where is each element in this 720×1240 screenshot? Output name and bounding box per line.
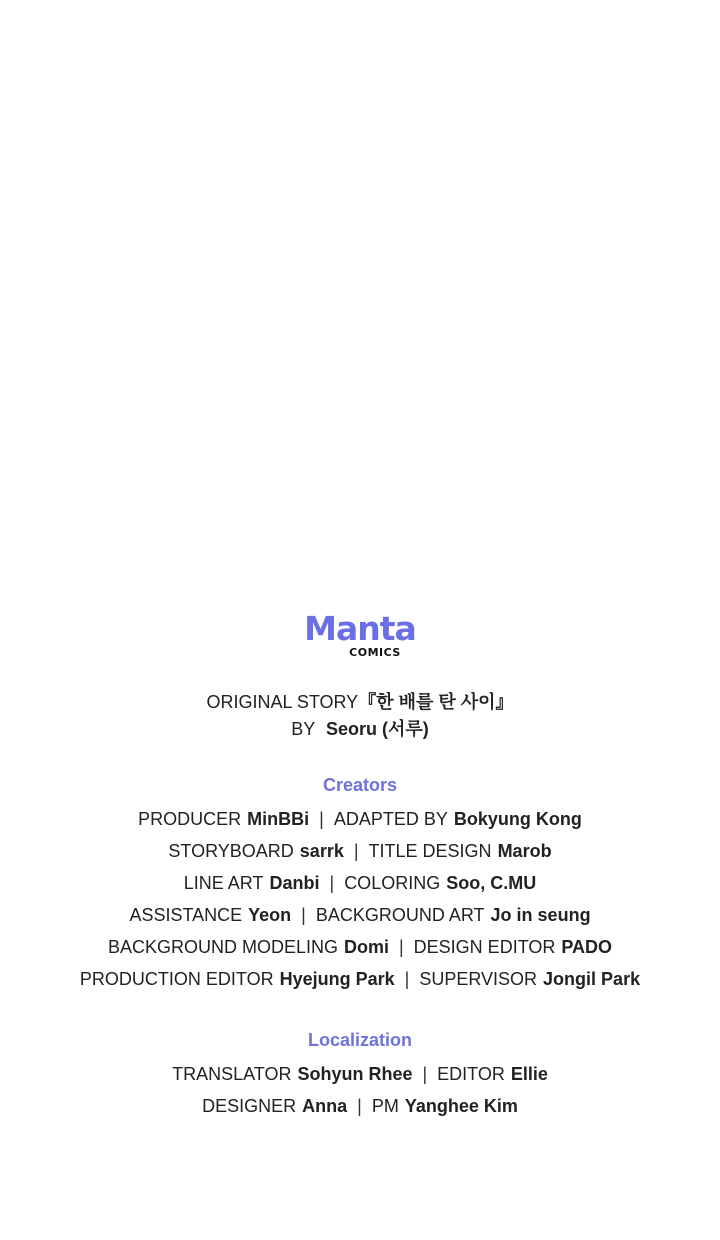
credit-role: EDITOR xyxy=(437,1064,505,1084)
separator: | xyxy=(422,1064,428,1084)
credit-role: BACKGROUND ART xyxy=(315,905,485,925)
credit-role: DESIGNER xyxy=(202,1096,297,1116)
credit-role: DESIGN EDITOR xyxy=(413,937,556,957)
credit-name: Hyejung Park xyxy=(279,969,395,989)
original-story xyxy=(0,689,720,743)
author-name: Seoru (서루) xyxy=(325,719,429,739)
credit-name: Domi xyxy=(343,937,389,957)
credit-role: TITLE DESIGN xyxy=(368,841,492,861)
localization-heading: Localization xyxy=(307,1030,412,1050)
credit-name: Sohyun Rhee xyxy=(297,1064,413,1084)
separator: | xyxy=(319,809,324,829)
credit-name: Ellie xyxy=(510,1064,548,1084)
separator: | xyxy=(398,937,404,957)
credit-name: Jo in seung xyxy=(490,905,591,925)
credit-name: Yeon xyxy=(248,905,292,925)
credit-name: sarrk xyxy=(299,841,344,861)
credit-line xyxy=(0,963,720,995)
credit-role: STORYBOARD xyxy=(168,841,294,861)
separator: | xyxy=(353,841,359,861)
credit-line xyxy=(0,931,720,963)
original-story-label: ORIGINAL STORY xyxy=(206,692,359,712)
credit-role: SUPERVISOR xyxy=(419,969,538,989)
credit-line xyxy=(0,1090,720,1122)
credit-line xyxy=(0,803,720,835)
credit-role: PM xyxy=(371,1096,399,1116)
credits-block xyxy=(0,609,720,1122)
credit-line xyxy=(0,867,720,899)
credit-name: Bokyung Kong xyxy=(453,809,582,829)
credit-name: Jongil Park xyxy=(543,969,641,989)
manta-comics-logo xyxy=(304,609,416,659)
credit-role: ASSISTANCE xyxy=(129,905,243,925)
credit-name: Marob xyxy=(497,841,552,861)
creators-list xyxy=(0,803,720,995)
creators-heading: Creators xyxy=(322,775,398,795)
separator: | xyxy=(404,969,410,989)
original-story-title: 『한 배를 탄 사이』 xyxy=(358,692,514,712)
localization-list xyxy=(0,1058,720,1122)
author-line xyxy=(0,716,720,743)
credit-name: PADO xyxy=(561,937,613,957)
separator: | xyxy=(301,905,306,925)
credit-name: Anna xyxy=(302,1096,348,1116)
credit-name: Soo, C.MU xyxy=(446,873,537,893)
credit-name: Yanghee Kim xyxy=(404,1096,518,1116)
original-story-line xyxy=(0,689,720,716)
credit-name: Danbi xyxy=(269,873,320,893)
by-label: BY xyxy=(291,719,315,739)
credit-role: BACKGROUND MODELING xyxy=(107,937,338,957)
credit-line xyxy=(0,835,720,867)
credit-name: MinBBi xyxy=(247,809,310,829)
logo-wordmark: Manta xyxy=(304,609,416,648)
credit-role: PRODUCER xyxy=(138,809,242,829)
credit-line xyxy=(0,1058,720,1090)
credit-role: ADAPTED BY xyxy=(333,809,448,829)
credit-role: TRANSLATOR xyxy=(172,1064,292,1084)
credit-role: COLORING xyxy=(344,873,441,893)
separator: | xyxy=(329,873,335,893)
logo-subtitle: COMICS xyxy=(349,646,401,659)
separator: | xyxy=(357,1096,362,1116)
credit-role: PRODUCTION EDITOR xyxy=(79,969,274,989)
credit-line xyxy=(0,899,720,931)
credit-role: LINE ART xyxy=(183,873,264,893)
